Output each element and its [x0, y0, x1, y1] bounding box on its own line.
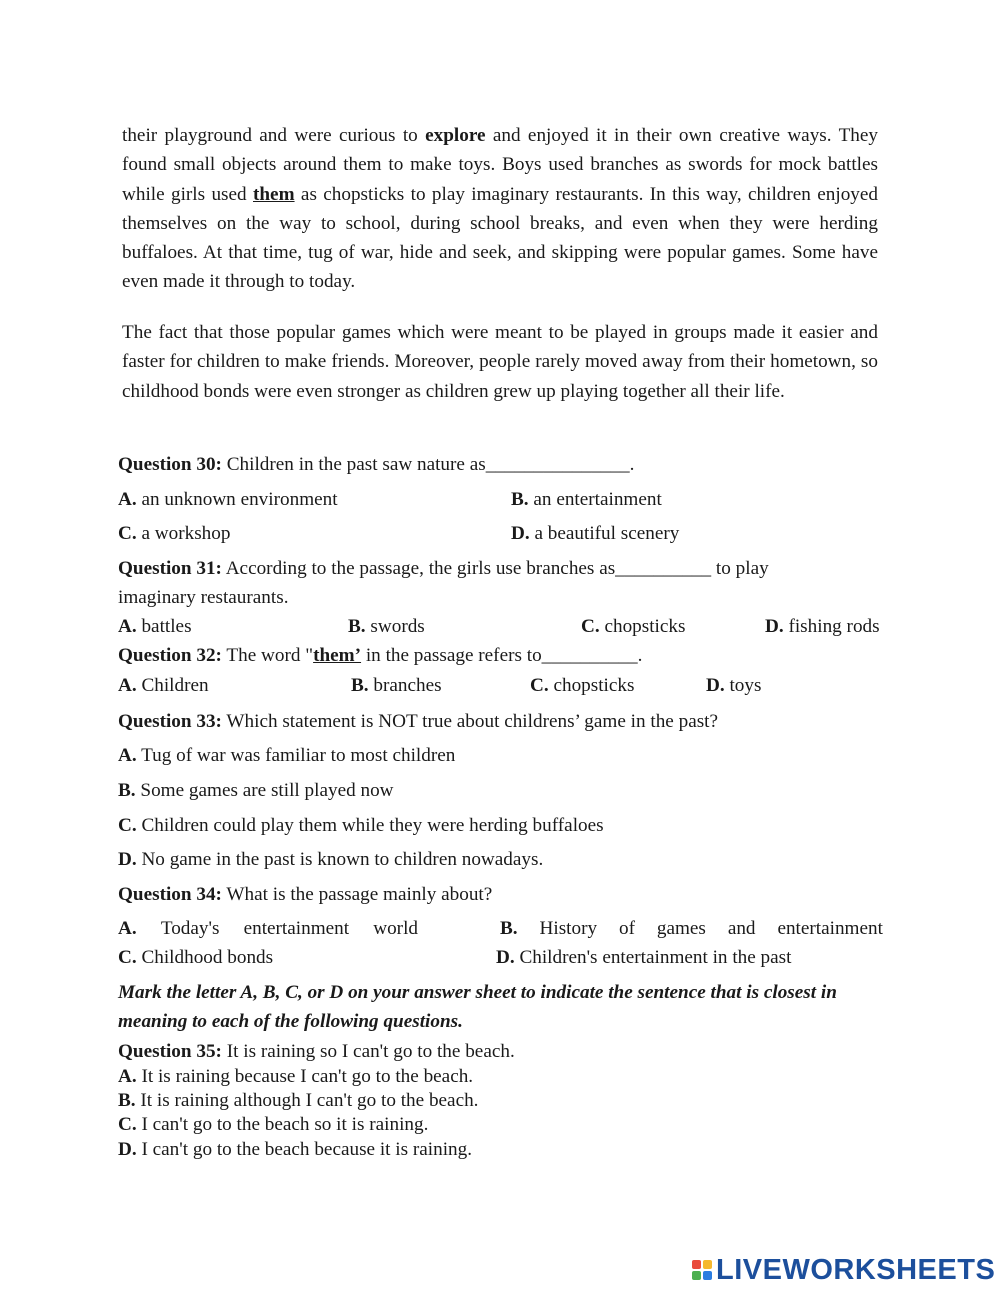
q33-option-c[interactable]: C. Children could play them while they were herding buffaloes	[118, 815, 604, 836]
q34-options-row-1	[118, 916, 883, 942]
q31-option-d[interactable]: D. fishing rods	[765, 616, 880, 637]
question-31: Question 31: According to the passage, the girls use branches as__________ to play	[118, 558, 769, 579]
q35-option-a[interactable]: A. It is raining because I can't go to the beach.	[118, 1066, 474, 1087]
q35-option-d[interactable]: D. I can't go to the beach because it is raining.	[118, 1139, 473, 1160]
q33-option-b[interactable]: B. Some games are still played now	[118, 780, 394, 801]
q34-option-d[interactable]: D. Children's entertainment in the past	[496, 947, 792, 968]
question-34: Question 34: What is the passage mainly about?	[118, 884, 493, 905]
q35-option-c[interactable]: C. I can't go to the beach so it is raining.	[118, 1114, 429, 1135]
question-31-continued: imaginary restaurants.	[118, 587, 289, 608]
q30-option-d[interactable]: D. a beautiful scenery	[511, 523, 680, 544]
passage-paragraph-1: their playground and were curious to explore and enjoyed it in their own creative ways. They found small objects around them to make toys. Boys used branches as swords for mock battles while girls used them as chopsticks to play imaginary restaurants. In this way, children enjoyed themselves on the way to school, during school breaks, and even when they were herding buffaloes. At that time, tug of war, hide and seek, and skipping were popular games. Some have even made it through to today.	[122, 125, 878, 293]
passage-paragraph-2: The fact that those popular games which were meant to be played in groups made it easier and faster for children to make friends. Moreover, people rarely moved away from their hometown, so childhood bonds were even stronger as children grew up playing together all their life.	[122, 322, 878, 402]
q30-option-b[interactable]: B. an entertainment	[511, 489, 662, 510]
logo-grid-icon	[692, 1260, 712, 1280]
keyword-them-reference: them’	[313, 645, 362, 666]
section-instruction: Mark the letter A, B, C, or D on your answer sheet to indicate the sentence that is closest in meaning to each of the following questions.	[118, 982, 837, 1032]
q30-option-c[interactable]: C. a workshop	[118, 523, 231, 544]
q32-option-c[interactable]: C. chopsticks	[530, 675, 635, 696]
q34-option-b[interactable]: B. History of games and entertainment	[500, 918, 883, 939]
q32-option-b[interactable]: B. branches	[351, 675, 442, 696]
q33-option-d[interactable]: D. No game in the past is known to children nowadays.	[118, 849, 544, 870]
question-30: Question 30: Children in the past saw nature as_______________.	[118, 454, 635, 475]
question-32: Question 32: The word "them’ in the passage refers to__________.	[118, 645, 643, 666]
q31-option-b[interactable]: B. swords	[348, 616, 425, 637]
q31-option-c[interactable]: C. chopsticks	[581, 616, 686, 637]
liveworksheets-logo[interactable]	[692, 1254, 995, 1286]
q35-option-b[interactable]: B. It is raining although I can't go to the beach.	[118, 1090, 479, 1111]
q31-option-a[interactable]: A. battles	[118, 616, 192, 637]
question-35: Question 35: It is raining so I can't go to the beach.	[118, 1041, 515, 1062]
q34-option-c[interactable]: C. Childhood bonds	[118, 947, 274, 968]
keyword-explore: explore	[425, 125, 486, 146]
q32-option-d[interactable]: D. toys	[706, 675, 762, 696]
q32-option-a[interactable]: A. Children	[118, 675, 209, 696]
q33-option-a[interactable]: A. Tug of war was familiar to most children	[118, 745, 456, 766]
q34-option-a[interactable]: A. Today's entertainment world	[118, 918, 418, 939]
q30-option-a[interactable]: A. an unknown environment	[118, 489, 338, 510]
question-33: Question 33: Which statement is NOT true about childrens’ game in the past?	[118, 711, 719, 732]
logo-text: LIVEWORKSHEETS	[716, 1253, 996, 1286]
keyword-them: them	[253, 183, 295, 205]
